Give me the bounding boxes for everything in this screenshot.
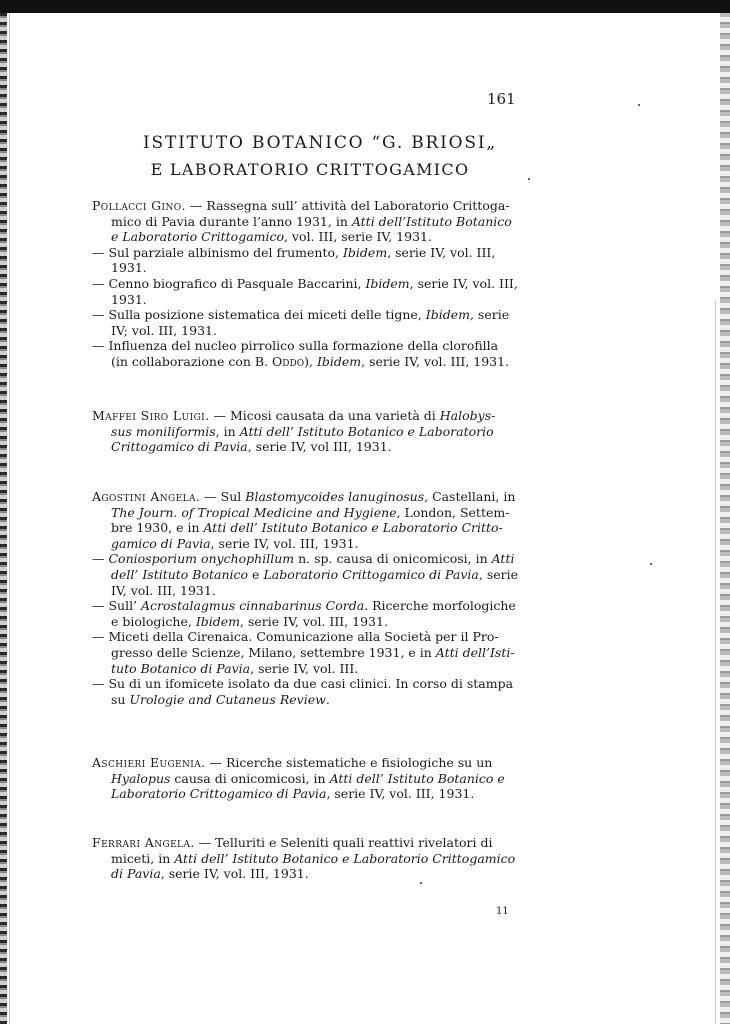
text-run: — Influenza del nucleo pirrolico sulla formazione della clorofilla: [92, 338, 499, 354]
text-run: Halobys-: [439, 408, 496, 423]
entry-line: [92, 755, 537, 771]
text-run: .: [325, 691, 330, 707]
entry-line: [92, 645, 537, 661]
text-run: Atti dell’Isti-: [435, 644, 515, 660]
scan-right-edge: [720, 13, 730, 1024]
text-run: . Ricerche morfologiche: [364, 598, 516, 614]
text-run: miceti, in: [111, 850, 175, 866]
entry-line: [92, 692, 537, 708]
text-run: gresso delle Scienze, Milano, settembre 1931, e in: [111, 644, 436, 660]
entry-agostini: [92, 489, 537, 707]
entry-line: [92, 489, 537, 505]
entry-line: [92, 520, 537, 536]
text-run: Crittogamico di Pavia: [111, 439, 248, 455]
entry-line: [92, 661, 537, 677]
text-run: , London, Settem-: [396, 504, 510, 520]
scan-right-rule: [715, 300, 716, 1024]
text-run: , serie IV, vol. III, 1931.: [210, 535, 359, 551]
text-run: gamico di Pavia: [111, 535, 211, 551]
text-run: , serie IV, vol. III,: [409, 275, 518, 291]
entry-line: [92, 292, 537, 308]
entry-line: [92, 323, 537, 339]
entry-line: [92, 583, 537, 599]
text-run: — Micosi causata da una varietà di: [209, 408, 440, 423]
text-run: di Pavia: [111, 866, 161, 882]
entry-aschieri: [92, 755, 537, 802]
entry-line: [92, 676, 537, 692]
text-run: The Journ. of Tropical Medicine and Hygiene: [111, 504, 397, 520]
text-run: Laboratorio Crittogamico di Pavia: [263, 566, 479, 582]
text-run: — Cenno biografico di Pasquale Baccarini,: [92, 275, 366, 291]
text-run: causa di onicomicosi, in: [170, 770, 330, 786]
entry-line: [92, 338, 537, 354]
text-run: Ibidem: [316, 353, 362, 369]
text-run: , Castellani, in: [424, 489, 516, 504]
author-name: Ferrari Angela.: [92, 835, 195, 850]
text-run: , serie IV, vol. III, 1931.: [160, 866, 309, 882]
entry-line: [92, 835, 537, 851]
text-run: , in: [215, 423, 240, 439]
entry-line: [92, 505, 537, 521]
entry-line: [92, 786, 537, 802]
entry-line: [92, 614, 537, 630]
text-run: tuto Botanico di Pavia: [111, 660, 251, 676]
text-run: Oddo: [272, 353, 305, 369]
text-run: , vol. III, serie IV, 1931.: [284, 229, 432, 245]
text-run: , serie IV, vol. III.: [250, 660, 359, 676]
text-run: — Rassegna sull’ attività del Laboratorio Crittoga-: [185, 198, 510, 213]
speck: [420, 882, 422, 884]
text-run: , serie IV, vol. III, 1931.: [240, 613, 388, 629]
entry-line: [92, 598, 537, 614]
text-run: Ibidem: [365, 275, 410, 291]
page-number: 161: [487, 90, 516, 108]
text-run: , serie: [469, 307, 510, 323]
text-run: e: [248, 566, 264, 582]
text-run: ),: [304, 353, 317, 369]
text-run: Blastomycoides lanuginosus: [245, 489, 425, 504]
text-run: Atti: [491, 551, 515, 567]
text-run: Hyalopus: [111, 770, 171, 786]
text-run: Atti dell’ Istituto Botanico e Laboratorio Crittogamico: [174, 850, 516, 866]
text-run: — Sulla posizione sistematica dei miceti delle tigne,: [92, 307, 426, 323]
entry-line: [92, 276, 537, 292]
text-run: — Sul parziale albinismo del frumento,: [92, 244, 343, 260]
signature-mark: 11: [496, 906, 509, 917]
text-run: Laboratorio Crittogamico di Pavia: [111, 786, 327, 802]
text-run: Atti dell’ Istituto Botanico e Laboratorio Critto-: [203, 520, 503, 536]
text-run: IV; vol. III, 1931.: [111, 322, 217, 338]
author-name: Agostini Angela.: [92, 489, 201, 504]
entry-line: [92, 307, 537, 323]
text-run: su: [111, 691, 130, 707]
text-run: IV, vol. III, 1931.: [111, 582, 216, 598]
text-run: (in collaborazione con B.: [111, 353, 273, 369]
text-run: Atti dell’ Istituto Botanico e Laboratorio: [239, 423, 494, 439]
page-title: ISTITUTO BOTANICO “G. BRIOSI„: [143, 133, 497, 153]
text-run: dell’ Istituto Botanico: [111, 566, 249, 582]
text-run: , serie IV, vol. III, 1931.: [326, 786, 475, 802]
entry-line: [92, 536, 537, 552]
author-name: Pollacci Gino.: [92, 198, 186, 213]
author-name: Maffei Siro Luigi.: [92, 408, 210, 423]
text-run: 1931.: [111, 291, 147, 307]
text-run: , serie IV, vol. III, 1931.: [361, 353, 510, 369]
entry-line: [92, 245, 537, 261]
text-run: Urologie and Cutaneus Review: [129, 691, 326, 707]
speck: [528, 178, 530, 180]
entry-line: [92, 851, 537, 867]
entry-line: [92, 424, 537, 440]
entry-line: [92, 214, 537, 230]
text-run: e Laboratorio Crittogamico: [111, 229, 285, 245]
text-run: sus moniliformis: [111, 423, 216, 439]
entry-line: [92, 551, 537, 567]
text-run: n. sp. causa di onicomicosi, in: [294, 551, 492, 567]
text-run: , serie IV, vol. III,: [387, 244, 496, 260]
text-run: Acrostalagmus cinnabarinus Corda: [141, 598, 365, 614]
text-run: Atti dell’ Istituto Botanico e: [329, 770, 505, 786]
entry-line: [92, 567, 537, 583]
entry-maffei: [92, 408, 537, 455]
text-run: 1931.: [111, 260, 147, 276]
text-run: — Su di un ifomicete isolato da due casi clinici. In corso di stampa: [92, 676, 514, 692]
entry-line: [92, 866, 537, 882]
text-run: Ibidem: [195, 613, 241, 629]
text-run: e biologiche,: [111, 613, 196, 629]
text-run: —: [92, 551, 109, 567]
entry-line: [92, 771, 537, 787]
text-run: Atti dell’Istituto Botanico: [351, 213, 512, 229]
entry-line: [92, 354, 537, 370]
entry-line: [92, 629, 537, 645]
scan-top-border: [0, 0, 730, 13]
entry-ferrari: [92, 835, 537, 882]
text-run: Ibidem: [425, 307, 470, 323]
text-run: — Telluriti e Seleniti quali reattivi rivelatori di: [194, 835, 493, 850]
text-run: , serie: [478, 566, 519, 582]
text-run: , serie IV, vol III, 1931.: [247, 439, 392, 455]
entry-pollacci: [92, 198, 537, 370]
entry-line: [92, 439, 537, 455]
entry-line: [92, 408, 537, 424]
text-run: bre 1930, e in: [111, 520, 204, 536]
speck: [650, 563, 652, 565]
entry-line: [92, 260, 537, 276]
page-subtitle: E LABORATORIO CRITTOGAMICO: [150, 160, 470, 179]
text-run: — Sul: [200, 489, 246, 504]
speck: [638, 104, 640, 106]
author-name: Aschieri Eugenia.: [92, 755, 206, 770]
text-run: — Sull’: [92, 598, 142, 614]
text-run: — Miceti della Cirenaica. Comunicazione alla Società per il Pro-: [92, 629, 499, 645]
entry-line: [92, 229, 537, 245]
text-run: Coniosporium onychophillum: [108, 551, 295, 567]
text-run: — Ricerche sistematiche e fisiologiche su un: [205, 755, 493, 770]
text-run: Ibidem: [342, 244, 388, 260]
text-run: mico di Pavia durante l’anno 1931, in: [111, 213, 352, 229]
entry-line: [92, 198, 537, 214]
